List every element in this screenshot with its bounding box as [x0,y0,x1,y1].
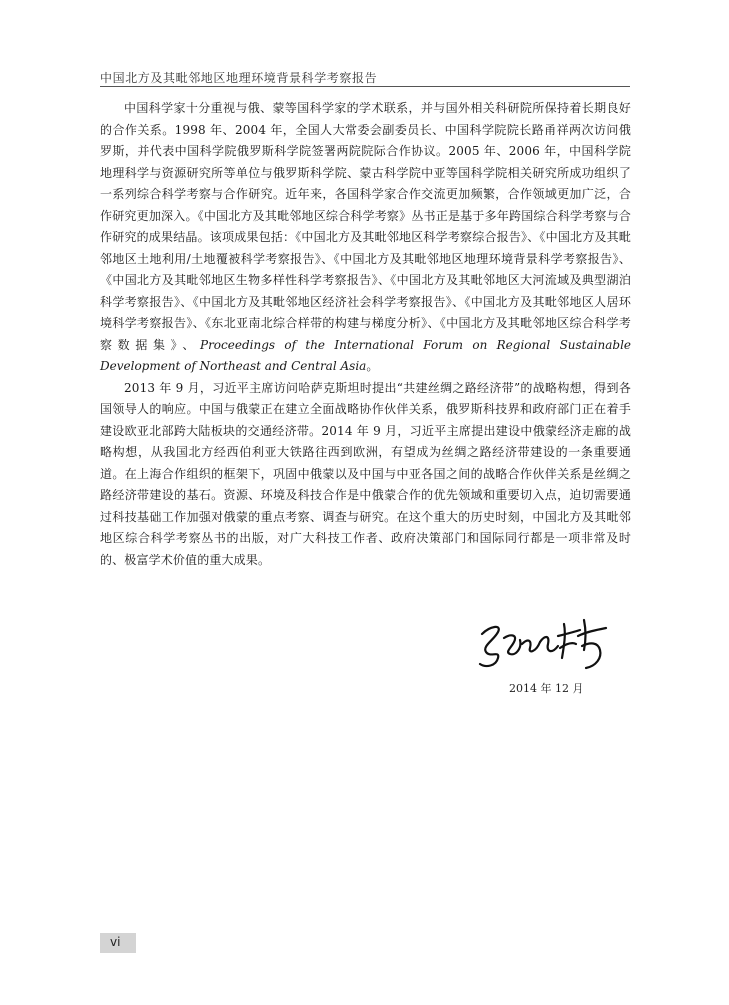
paragraph-1-end: 。 [366,359,379,373]
page-number-tab [100,933,136,953]
handwritten-signature [474,612,614,674]
paragraph-1-text: 中国科学家十分重视与俄、蒙等国科学家的学术联系，并与国外相关科研院所保持着长期良好的合作关系。1998 年、2004 年，全国人大常委会副委员长、中国科学院院长路甬祥两次访问俄罗斯，并代表中国科学院俄罗斯科学院签署两院院际合作协议。2005 年、2006 年，中国科学院地理科学与资源研究所等单位与俄罗斯科学院、蒙古科学院中亚等国科学院相关研究所成功组织了一系列综合科学考察与合作研究。近年来，各国科学家合作交流更加频繁，合作领域更加广泛，合作研究更加深入。《中国北方及其毗邻地区综合科学考察》丛书正是基于多年跨国综合科学考察与合作研究的成果结晶。该项成果包括：《中国北方及其毗邻地区科学考察综合报告》、《中国北方及其毗邻地区土地利用/土地覆被科学考察报告》、《中国北方及其毗邻地区地理环境背景科学考察报告》、《中国北方及其毗邻地区生物多样性科学考察报告》、《中国北方及其毗邻地区大河流域及典型湖泊科学考察报告》、《中国北方及其毗邻地区经济社会科学考察报告》、《中国北方及其毗邻地区人居环境科学考察报告》、《东北亚南北综合样带的构建与梯度分析》、《中国北方及其毗邻地区综合科学考察数据集》、 [100,101,631,352]
running-header-title: 中国北方及其毗邻地区地理环境背景科学考察报告 [100,71,378,85]
paragraph-2-text: 2013 年 9 月，习近平主席访问哈萨克斯坦时提出“共建丝绸之路经济带”的战略构想，得到各国领导人的响应。中国与俄蒙正在建立全面战略协作伙伴关系，俄罗斯科技界和政府部门正在着手建设欧亚北部跨大陆板块的交通经济带。2014 年 9 月，习近平主席提出建设中俄蒙经济走廊的战略构想，从我国北方经西伯利亚大铁路往西到欧洲，有望成为丝绸之路经济带建设的一条重要通道。在上海合作组织的框架下，巩固中俄蒙以及中国与中亚各国之间的战略合作伙伴关系是丝绸之路经济带建设的基石。资源、环境及科技合作是中俄蒙合作的优先领域和重要切入点，迫切需要通过科技基础工作加强对俄蒙的重点考察、调查与研究。在这个重大的历史时刻，中国北方及其毗邻地区综合科学考察丛书的出版，对广大科技工作者、政府决策部门和国际同行都是一项非常及时的、极富学术价值的重大成果。 [100,380,631,567]
page-number: vi [110,935,121,949]
paragraph-1 [100,98,631,378]
running-header [100,66,630,88]
date-line: 2014 年 12 月 [509,682,584,695]
body-text [100,98,631,571]
paragraph-2 [100,378,631,572]
header-rule [100,86,630,87]
paragraph-1-english-title: Proceedings of the International Forum on Regional Sustainable Development of Northeast and Central Asia [100,337,632,373]
